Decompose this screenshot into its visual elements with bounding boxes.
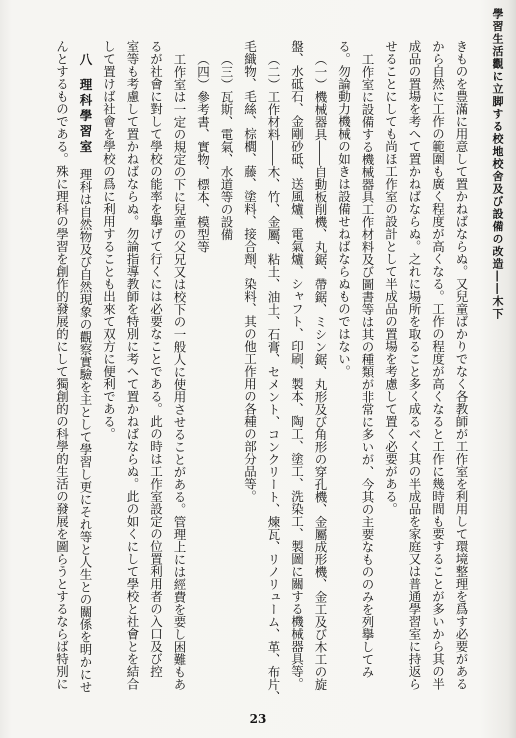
section-title: 理科學習室: [78, 78, 93, 156]
section-number: 八: [78, 52, 93, 65]
paragraph-line: 成品の置場を考へて置かねばならぬ。之れに場所を取ること多く成るべく其の半成品を家庭又は普通學習室に持返ら: [407, 40, 422, 690]
running-head: [490, 8, 504, 321]
running-head-separator: ――: [491, 270, 504, 296]
list-item-line: 毛織物、毛絲、棕櫚、藤、塗料、接合劑、染料、其の他工作用の各種の部分品等。: [242, 40, 258, 503]
body-text: [50, 40, 473, 703]
list-item-line: [309, 40, 333, 700]
list-item-line: [215, 40, 239, 700]
page-number: 23: [249, 712, 267, 726]
paragraph-line: るが社會に對して學校の能率を擧げて行くには必要なことである。此の時は工作室設定の位置利用者の入口及び控: [148, 40, 164, 678]
list-marker: （一）: [313, 52, 328, 90]
running-head-author: 木下: [491, 295, 504, 321]
paragraph-line: 室等も考慮して置かねばならぬ。勿論指導教師を特別に考へて置かねばならぬ。此の如くにして學校と社會とを結合: [125, 40, 140, 690]
paragraph-line: んとするものである。殊に理科の學習を創作的發展的にして獨創的の科學的生活の發展を圖らうとするならば特別に: [54, 40, 70, 690]
paragraph-line: 工作室に設備する機械器具工作材料及び圖書等は其の種類が非常に多いが、今其の主要なもののみを列擧してみ: [360, 52, 375, 678]
list-marker: （二）: [266, 52, 281, 90]
list-item-line: [191, 40, 215, 700]
paragraph-line: きものを豊滿に用意して置かねばならぬ。又兒童ばかりでなく各教師が工作室を利用して環境整理を爲す必要がある: [454, 40, 469, 690]
list-marker: （四）: [195, 52, 211, 90]
list-marker: （三）: [219, 52, 234, 90]
list-item-text: 機械器具――自動板削機、丸鋸、帶鋸、ミシン鋸、丸形及び角形の穿孔機、金屬成形機、金工及び木工の旋: [313, 90, 328, 690]
running-head-title: 學習生活觀に立脚する校地校舍及び設備の改造: [491, 8, 504, 271]
list-item-text: 瓦斯、電氣、水道等の設備: [219, 90, 234, 240]
list-item-text: 工作材料――木、竹、金屬、粘土、油土、石膏、セメント、コンクリート、煉瓦、リノリューム、革、布片、: [266, 90, 281, 703]
paragraph-line: から自然に工作の範圍も廣く程度が高くなる。工作の程度が高くなると工作に幾時間も要することが多いから其の半: [430, 40, 446, 690]
section-heading-line: [74, 40, 98, 700]
list-item-text: 參考書、實物、標本、模型等: [195, 90, 211, 253]
paragraph-line: 工作室は一定の規定の下に兒童の父兄又は校下の一般人に使用させることがある。管理上には經費を要し困難もあ: [172, 52, 187, 690]
list-item-line: 盤、水砥石、金剛砂砥、送風爐、電氣爐、シャフト、印刷、製本、陶工、塗工、洗染工、製圖に關する機械器具等。: [289, 40, 305, 690]
paragraph-line: して置けば社會を學校の爲に利用することも出來て双方に便利である。: [101, 40, 117, 440]
section-text: 理科は自然物及び自然現象の觀察實驗を主として學習し更にそれ等と人生との關係を明かにせ: [78, 167, 93, 693]
list-item-line: [262, 40, 286, 703]
paragraph-line: せることにしても尚ほ工作室の設計として半成品の置場を考慮して置く必要がある。: [383, 40, 399, 515]
paragraph-line: る。勿論動力機械の如きは設備せねばならぬものではない。: [336, 40, 352, 378]
